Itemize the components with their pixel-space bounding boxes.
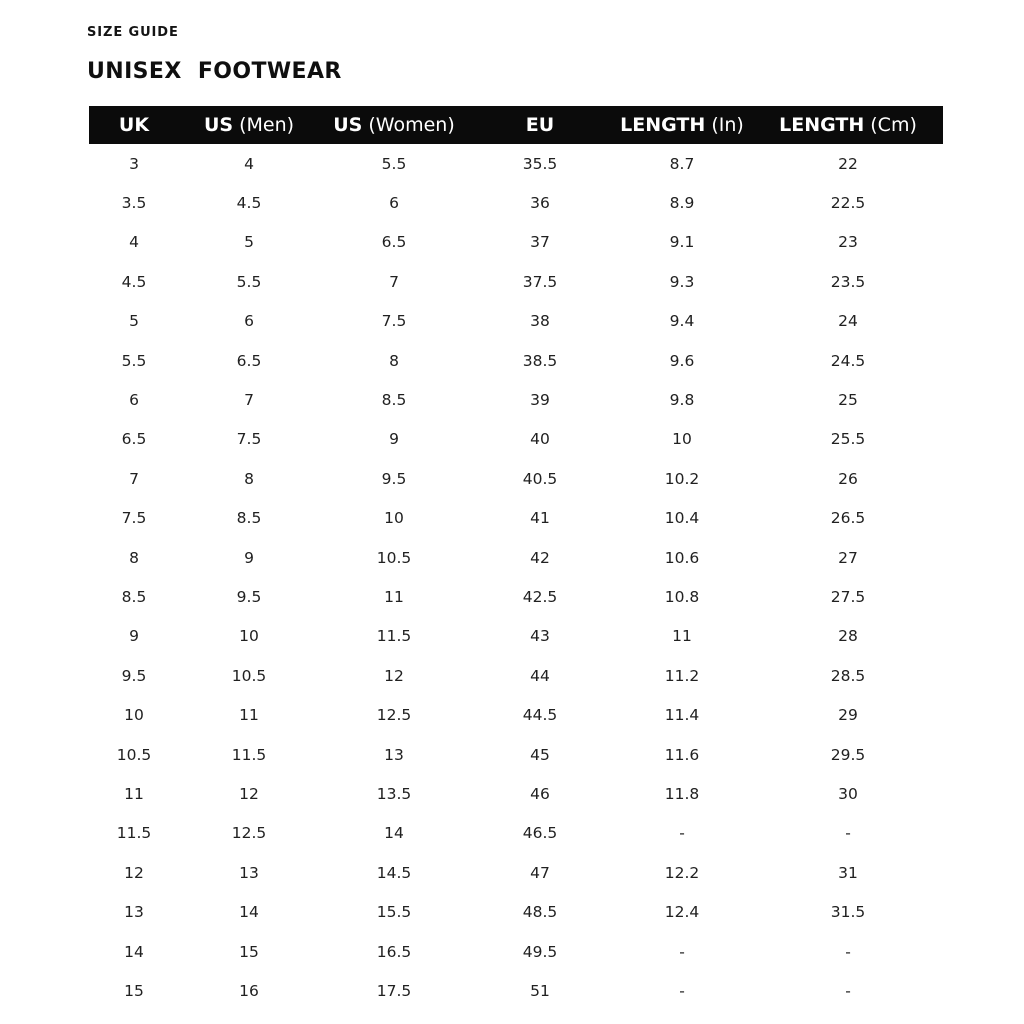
table-cell: 6.5 xyxy=(381,233,407,252)
table-cell: 8.9 xyxy=(669,194,695,213)
table-row xyxy=(89,144,943,183)
table-cell: 5 xyxy=(244,233,254,252)
table-cell: 15 xyxy=(239,942,259,961)
table-cell: 11.6 xyxy=(664,745,700,764)
table-row xyxy=(89,341,943,380)
table-cell: 26 xyxy=(838,469,858,488)
table-row xyxy=(89,380,943,419)
table-header-row xyxy=(89,106,943,144)
table-cell: 8.5 xyxy=(381,391,407,410)
table-cell: 28.5 xyxy=(830,666,866,685)
table-cell: 28 xyxy=(838,627,858,646)
column-header-length-in xyxy=(611,106,753,144)
table-cell: 42 xyxy=(530,548,550,567)
table-cell: 6 xyxy=(389,194,399,213)
table-cell: 9.5 xyxy=(236,587,262,606)
table-cell: 3.5 xyxy=(121,194,147,213)
table-cell: 9.1 xyxy=(669,233,695,252)
table-cell: 11.5 xyxy=(376,627,412,646)
table-cell: 13 xyxy=(124,903,144,922)
table-cell: 13 xyxy=(384,745,404,764)
table-cell: - xyxy=(845,981,851,1000)
table-row xyxy=(89,735,943,774)
table-cell: 29 xyxy=(838,706,858,725)
table-cell: 38 xyxy=(530,312,550,331)
table-cell: 8.7 xyxy=(669,154,695,173)
table-cell: 7.5 xyxy=(121,509,147,528)
table-cell: 37 xyxy=(530,233,550,252)
table-cell: 10.5 xyxy=(231,666,267,685)
column-header-label: US xyxy=(203,114,234,136)
table-cell: 48.5 xyxy=(522,903,558,922)
column-header-label: LENGTH xyxy=(779,114,865,136)
page-title: UNISEX FOOTWEAR xyxy=(87,59,342,84)
table-cell: 23 xyxy=(838,233,858,252)
table-cell: 12.4 xyxy=(664,903,700,922)
table-cell: 17.5 xyxy=(376,981,412,1000)
table-row xyxy=(89,892,943,931)
table-cell: 11 xyxy=(239,706,259,725)
table-cell: 10.2 xyxy=(664,469,700,488)
table-cell: 10 xyxy=(239,627,259,646)
table-cell: 11 xyxy=(672,627,692,646)
table-cell: 29.5 xyxy=(830,745,866,764)
table-cell: 6.5 xyxy=(236,351,262,370)
table-cell: 6 xyxy=(129,391,139,410)
table-cell: 9.6 xyxy=(669,351,695,370)
table-cell: 24 xyxy=(838,312,858,331)
table-cell: 12.5 xyxy=(231,824,267,843)
table-cell: 26.5 xyxy=(830,509,866,528)
column-header-eu xyxy=(469,106,611,144)
table-cell: 7 xyxy=(389,272,399,291)
table-cell: 6 xyxy=(244,312,254,331)
table-cell: 45 xyxy=(530,745,550,764)
table-cell: 23.5 xyxy=(830,272,866,291)
table-cell: 10.5 xyxy=(116,745,152,764)
column-header-label: LENGTH xyxy=(620,114,706,136)
table-cell: 10.4 xyxy=(664,509,700,528)
table-cell: 14 xyxy=(239,903,259,922)
table-cell: 12 xyxy=(124,863,144,882)
table-cell: 27 xyxy=(838,548,858,567)
table-cell: 10 xyxy=(672,430,692,449)
table-cell: 25 xyxy=(838,391,858,410)
table-cell: 39 xyxy=(530,391,550,410)
column-header-label: EU xyxy=(525,114,555,136)
table-cell: 15.5 xyxy=(376,903,412,922)
table-cell: 41 xyxy=(530,509,550,528)
table-cell: 38.5 xyxy=(522,351,558,370)
table-row xyxy=(89,577,943,616)
table-cell: 11 xyxy=(384,587,404,606)
table-cell: 9 xyxy=(389,430,399,449)
table-cell: 10 xyxy=(384,509,404,528)
table-cell: 9 xyxy=(129,627,139,646)
table-row xyxy=(89,183,943,222)
table-cell: 49.5 xyxy=(522,942,558,961)
table-cell: 8.5 xyxy=(236,509,262,528)
table-cell: 11 xyxy=(124,784,144,803)
column-header-length-cm xyxy=(753,106,943,144)
column-header-qualifier: (Cm) xyxy=(864,114,917,136)
column-header-qualifier: (Men) xyxy=(233,114,295,136)
table-cell: 30 xyxy=(838,784,858,803)
table-cell: 35.5 xyxy=(522,154,558,173)
column-header-uk xyxy=(89,106,179,144)
table-cell: 3 xyxy=(129,154,139,173)
table-cell: - xyxy=(679,824,685,843)
column-header-label: US xyxy=(333,114,363,136)
table-cell: 16.5 xyxy=(376,942,412,961)
column-header-us-women xyxy=(319,106,469,144)
table-row xyxy=(89,223,943,262)
table-cell: 51 xyxy=(530,981,550,1000)
table-cell: 31.5 xyxy=(830,903,866,922)
table-cell: 4 xyxy=(129,233,139,252)
column-header-us-men xyxy=(179,106,319,144)
table-cell: 10.6 xyxy=(664,548,700,567)
table-cell: - xyxy=(845,942,851,961)
table-cell: 6.5 xyxy=(121,430,147,449)
table-row xyxy=(89,262,943,301)
table-cell: 5.5 xyxy=(121,351,147,370)
table-cell: 7 xyxy=(129,469,139,488)
table-cell: 8.5 xyxy=(121,587,147,606)
table-cell: 11.2 xyxy=(664,666,700,685)
column-header-label: UK xyxy=(118,114,150,136)
table-row xyxy=(89,538,943,577)
table-cell: 11.4 xyxy=(664,706,700,725)
table-cell: 46.5 xyxy=(522,824,558,843)
column-header-qualifier: (Women) xyxy=(362,114,455,136)
table-row xyxy=(89,853,943,892)
table-cell: 24.5 xyxy=(830,351,866,370)
table-cell: 11.5 xyxy=(116,824,152,843)
table-cell: 8 xyxy=(129,548,139,567)
table-cell: 5 xyxy=(129,312,139,331)
table-cell: 4.5 xyxy=(121,272,147,291)
size-table-body xyxy=(89,144,943,1011)
table-cell: 8 xyxy=(389,351,399,370)
table-cell: 4 xyxy=(244,154,254,173)
table-cell: 46 xyxy=(530,784,550,803)
table-cell: 36 xyxy=(530,194,550,213)
table-cell: 13 xyxy=(239,863,259,882)
table-row xyxy=(89,695,943,734)
table-row xyxy=(89,932,943,971)
table-cell: 47 xyxy=(530,863,550,882)
table-cell: 16 xyxy=(239,981,259,1000)
table-cell: 8 xyxy=(244,469,254,488)
table-cell: 40.5 xyxy=(522,469,558,488)
table-cell: 12 xyxy=(384,666,404,685)
table-cell: 5.5 xyxy=(236,272,262,291)
table-row xyxy=(89,302,943,341)
table-cell: 9.5 xyxy=(381,469,407,488)
table-cell: 9.4 xyxy=(669,312,695,331)
table-cell: 9.3 xyxy=(669,272,695,291)
table-cell: 9.5 xyxy=(121,666,147,685)
table-cell: 9.8 xyxy=(669,391,695,410)
table-cell: - xyxy=(679,942,685,961)
table-cell: 40 xyxy=(530,430,550,449)
table-cell: - xyxy=(845,824,851,843)
table-row xyxy=(89,420,943,459)
table-cell: 15 xyxy=(124,981,144,1000)
table-cell: 7.5 xyxy=(236,430,262,449)
table-row xyxy=(89,459,943,498)
table-cell: 11.5 xyxy=(231,745,267,764)
table-cell: 22.5 xyxy=(830,194,866,213)
table-row xyxy=(89,617,943,656)
table-cell: 14 xyxy=(124,942,144,961)
table-cell: 44.5 xyxy=(522,706,558,725)
size-table-head xyxy=(89,106,943,144)
table-row xyxy=(89,814,943,853)
table-cell: 7.5 xyxy=(381,312,407,331)
table-cell: 12.5 xyxy=(376,706,412,725)
table-row xyxy=(89,971,943,1010)
table-cell: 14 xyxy=(384,824,404,843)
table-cell: 11.8 xyxy=(664,784,700,803)
table-cell: 5.5 xyxy=(381,154,407,173)
table-row xyxy=(89,656,943,695)
table-cell: - xyxy=(679,981,685,1000)
table-cell: 4.5 xyxy=(236,194,262,213)
table-row xyxy=(89,774,943,813)
size-table xyxy=(89,106,943,1011)
table-cell: 12 xyxy=(239,784,259,803)
table-cell: 10.5 xyxy=(376,548,412,567)
table-cell: 10 xyxy=(124,706,144,725)
table-cell: 37.5 xyxy=(522,272,558,291)
column-header-qualifier: (In) xyxy=(705,114,744,136)
table-cell: 22 xyxy=(838,154,858,173)
size-guide-eyebrow: SIZE GUIDE xyxy=(87,25,179,40)
table-cell: 12.2 xyxy=(664,863,700,882)
table-cell: 42.5 xyxy=(522,587,558,606)
table-cell: 14.5 xyxy=(376,863,412,882)
table-cell: 9 xyxy=(244,548,254,567)
table-cell: 43 xyxy=(530,627,550,646)
table-cell: 7 xyxy=(244,391,254,410)
table-cell: 13.5 xyxy=(376,784,412,803)
table-cell: 31 xyxy=(838,863,858,882)
table-row xyxy=(89,499,943,538)
table-cell: 25.5 xyxy=(830,430,866,449)
table-cell: 10.8 xyxy=(664,587,700,606)
table-cell: 27.5 xyxy=(830,587,866,606)
table-cell: 44 xyxy=(530,666,550,685)
